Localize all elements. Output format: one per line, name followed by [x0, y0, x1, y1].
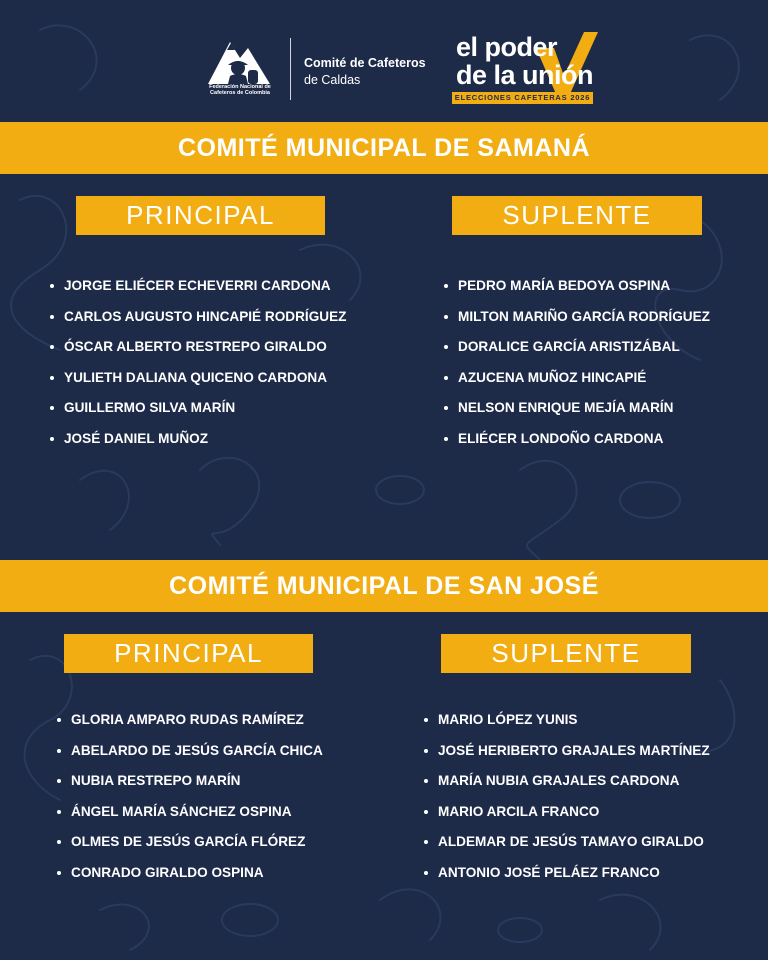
committee-name-line2: de Caldas — [304, 73, 361, 87]
campaign-title-line2: de la unión — [456, 60, 594, 90]
list-item: MARIO ARCILA FRANCO — [424, 804, 710, 835]
list-item: GUILLERMO SILVA MARÍN — [50, 400, 346, 431]
suplente-list-samana — [444, 278, 710, 461]
list-item: MARIO LÓPEZ YUNIS — [424, 712, 710, 743]
list-item: DORALICE GARCÍA ARISTIZÁBAL — [444, 339, 710, 370]
list-item: ABELARDO DE JESÚS GARCÍA CHICA — [57, 743, 323, 774]
federation-name-line1: Federación Nacional de — [209, 84, 271, 90]
list-item: JOSÉ HERIBERTO GRAJALES MARTÍNEZ — [424, 743, 710, 774]
federation-name — [200, 84, 280, 96]
principal-label-san-jose: PRINCIPAL — [64, 634, 313, 673]
list-item: CARLOS AUGUSTO HINCAPIÉ RODRÍGUEZ — [50, 309, 346, 340]
list-item: GLORIA AMPARO RUDAS RAMÍREZ — [57, 712, 323, 743]
list-item: YULIETH DALIANA QUICENO CARDONA — [50, 370, 346, 401]
list-item: ÁNGEL MARÍA SÁNCHEZ OSPINA — [57, 804, 323, 835]
principal-list-san-jose — [57, 712, 323, 895]
section-title-san-jose: COMITÉ MUNICIPAL DE SAN JOSÉ — [0, 560, 768, 612]
federation-name-line2: Cafeteros de Colombia — [210, 90, 270, 96]
section-title-samana: COMITÉ MUNICIPAL DE SAMANÁ — [0, 122, 768, 174]
list-item: NUBIA RESTREPO MARÍN — [57, 773, 323, 804]
list-item: ANTONIO JOSÉ PELÁEZ FRANCO — [424, 865, 710, 896]
campaign-badge: ELECCIONES CAFETERAS 2026 — [452, 92, 593, 104]
suplente-list-san-jose — [424, 712, 710, 895]
list-item: OLMES DE JESÚS GARCÍA FLÓREZ — [57, 834, 323, 865]
committee-name-line1: Comité de Cafeteros — [304, 56, 426, 70]
list-item: JOSÉ DANIEL MUÑOZ — [50, 431, 346, 462]
suplente-label-san-jose: SUPLENTE — [441, 634, 691, 673]
list-item: CONRADO GIRALDO OSPINA — [57, 865, 323, 896]
list-item: PEDRO MARÍA BEDOYA OSPINA — [444, 278, 710, 309]
principal-list-samana — [50, 278, 346, 461]
header — [0, 0, 768, 120]
principal-label-samana: PRINCIPAL — [76, 196, 325, 235]
list-item: MARÍA NUBIA GRAJALES CARDONA — [424, 773, 710, 804]
list-item: NELSON ENRIQUE MEJÍA MARÍN — [444, 400, 710, 431]
list-item: ÓSCAR ALBERTO RESTREPO GIRALDO — [50, 339, 346, 370]
campaign-title-line1: el poder — [456, 32, 558, 62]
list-item: ALDEMAR DE JESÚS TAMAYO GIRALDO — [424, 834, 710, 865]
header-divider — [290, 38, 291, 100]
list-item: MILTON MARIÑO GARCÍA RODRÍGUEZ — [444, 309, 710, 340]
list-item: AZUCENA MUÑOZ HINCAPIÉ — [444, 370, 710, 401]
list-item: JORGE ELIÉCER ECHEVERRI CARDONA — [50, 278, 346, 309]
suplente-label-samana: SUPLENTE — [452, 196, 702, 235]
campaign-logo — [452, 32, 597, 104]
list-item: ELIÉCER LONDOÑO CARDONA — [444, 431, 710, 462]
committee-name — [304, 55, 426, 89]
